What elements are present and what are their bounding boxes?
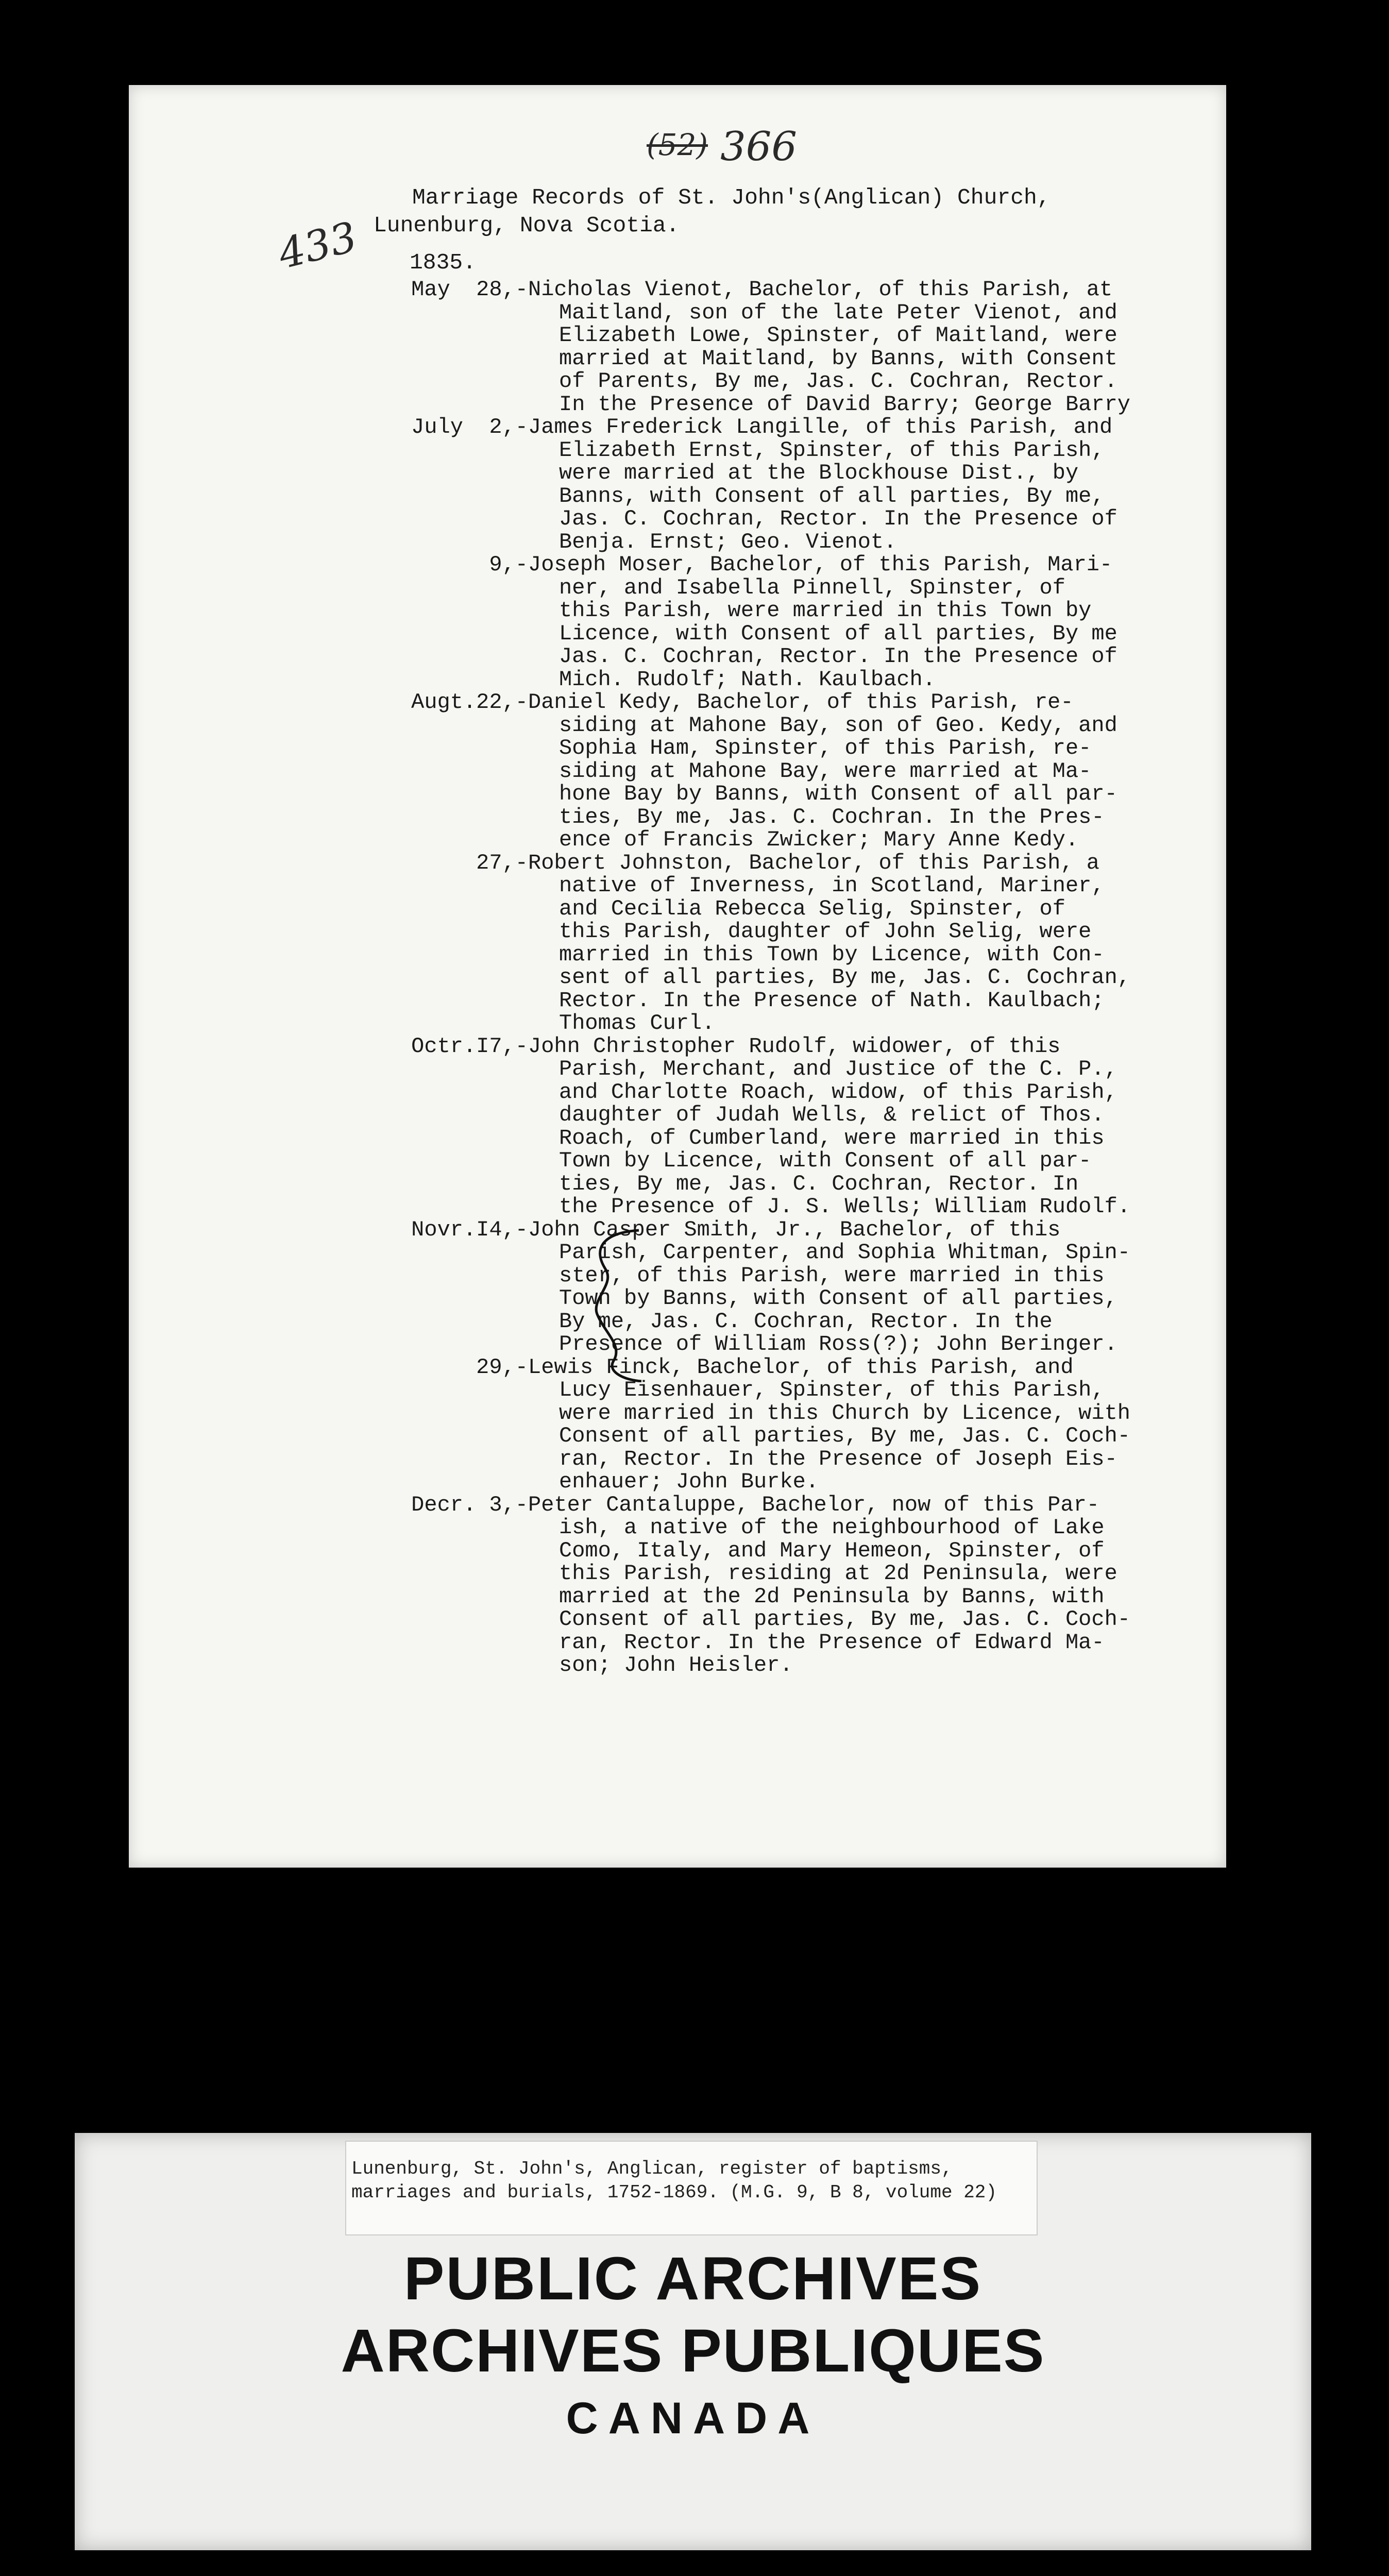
record-line: Sophia Ham, Spinster, of this Parish, re- bbox=[559, 736, 1092, 760]
record-text bbox=[129, 852, 1226, 1035]
record-line: ence of Francis Zwicker; Mary Anne Kedy. bbox=[559, 827, 1079, 852]
record-date: 29,- bbox=[476, 1354, 528, 1380]
record-date: 9,- bbox=[489, 552, 528, 577]
marriage-record bbox=[129, 1356, 1226, 1494]
handwritten-bracket-mark bbox=[582, 1228, 644, 1382]
record-text bbox=[129, 1035, 1226, 1218]
record-line: Benja. Ernst; Geo. Vienot. bbox=[559, 529, 897, 554]
marriage-records bbox=[129, 278, 1226, 1677]
record-line: ran, Rector. In the Presence of Edward Ma- bbox=[559, 1630, 1105, 1655]
record-line: siding at Mahone Bay, son of Geo. Kedy, and bbox=[559, 713, 1117, 738]
record-line: Como, Italy, and Mary Hemeon, Spinster, of bbox=[559, 1538, 1105, 1563]
record-line: daughter of Judah Wells, & relict of Thos. bbox=[559, 1103, 1105, 1127]
record-line: Mich. Rudolf; Nath. Kaulbach. bbox=[559, 667, 936, 692]
record-line: married at Maitland, by Banns, with Consent bbox=[559, 346, 1117, 371]
archives-name-french: ARCHIVES PUBLIQUES bbox=[341, 2317, 1045, 2385]
title-line-1: Marriage Records of St. John's(Anglican) Church, bbox=[412, 185, 1051, 210]
record-line: ster, of this Parish, were married in this bbox=[559, 1263, 1105, 1288]
archives-name-english: PUBLIC ARCHIVES bbox=[403, 2245, 983, 2313]
folio-current: 366 bbox=[720, 124, 797, 170]
record-line: were married at the Blockhouse Dist., by bbox=[559, 461, 1079, 485]
record-line: the Presence of J. S. Wells; William Rudolf. bbox=[559, 1194, 1130, 1219]
record-year: 1835. bbox=[410, 250, 477, 275]
record-line: By me, Jas. C. Cochran, Rector. In the bbox=[559, 1309, 1053, 1334]
record-line: James Frederick Langille, of this Parish, and bbox=[528, 415, 1113, 439]
record-line: Nicholas Vienot, Bachelor, of this Parish, at bbox=[528, 277, 1113, 302]
record-line: ish, a native of the neighbourhood of Lake bbox=[559, 1515, 1105, 1540]
record-line: Maitland, son of the late Peter Vienot, and bbox=[559, 300, 1117, 325]
record-line: Elizabeth Ernst, Spinster, of this Parish, bbox=[559, 437, 1105, 463]
record-date: Octr.I7,- bbox=[411, 1033, 528, 1059]
record-line: were married in this Church by Licence, with bbox=[559, 1400, 1130, 1426]
record-line: Lewis Finck, Bachelor, of this Parish, and bbox=[528, 1354, 1074, 1380]
record-line: ties, By me, Jas. C. Cochran. In the Pres- bbox=[559, 804, 1105, 829]
record-line: Jas. C. Cochran, Rector. In the Presence of bbox=[559, 506, 1117, 531]
source-slip bbox=[345, 2141, 1038, 2235]
record-date: May 28,- bbox=[411, 277, 528, 302]
archives-country: CANADA bbox=[566, 2394, 820, 2443]
record-line: married in this Town by Licence, with Con- bbox=[559, 942, 1105, 967]
record-line: Rector. In the Presence of Nath. Kaulbach; bbox=[559, 988, 1105, 1013]
slip-line-2: marriages and burials, 1752-1869. (M.G. 9, B 8, volume 22) bbox=[351, 2182, 997, 2203]
record-text bbox=[129, 1494, 1226, 1677]
record-date: Augt.22,- bbox=[411, 690, 528, 715]
record-line: John Casper Smith, Jr., Bachelor, of this bbox=[528, 1217, 1061, 1242]
marriage-record bbox=[129, 278, 1226, 416]
record-line: Roach, of Cumberland, were married in this bbox=[559, 1125, 1105, 1150]
marriage-record bbox=[129, 1035, 1226, 1218]
archives-label-card bbox=[75, 2133, 1311, 2550]
folio-crossed: (52) bbox=[647, 127, 708, 162]
marriage-record bbox=[129, 553, 1226, 691]
record-line: Robert Johnston, Bachelor, of this Parish, a bbox=[528, 850, 1099, 875]
record-line: enhauer; John Burke. bbox=[559, 1469, 819, 1494]
record-line: Joseph Moser, Bachelor, of this Parish, Mari- bbox=[528, 552, 1113, 577]
record-line: Consent of all parties, By me, Jas. C. Coch- bbox=[559, 1607, 1130, 1632]
record-line: ner, and Isabella Pinnell, Spinster, of bbox=[559, 575, 1065, 600]
marriage-record bbox=[129, 1494, 1226, 1677]
record-line: ran, Rector. In the Presence of Joseph Eis- bbox=[559, 1446, 1117, 1471]
record-text bbox=[129, 691, 1226, 852]
record-line: John Christopher Rudolf, widower, of this bbox=[528, 1033, 1061, 1059]
record-line: Licence, with Consent of all parties, By me bbox=[559, 621, 1117, 646]
record-line: Town by Licence, with Consent of all par- bbox=[559, 1148, 1092, 1173]
marriage-record bbox=[129, 852, 1226, 1035]
record-line: In the Presence of David Barry; George Barry bbox=[559, 392, 1130, 417]
marriage-record bbox=[129, 691, 1226, 852]
record-line: Elizabeth Lowe, Spinster, of Maitland, were bbox=[559, 323, 1117, 348]
marriage-record bbox=[129, 416, 1226, 553]
margin-note: 433 bbox=[274, 212, 362, 279]
record-line: native of Inverness, in Scotland, Mariner, bbox=[559, 873, 1105, 898]
record-line: this Parish, were married in this Town by bbox=[559, 598, 1092, 623]
record-date: Decr. 3,- bbox=[411, 1492, 528, 1517]
record-line: this Parish, daughter of John Selig, were bbox=[559, 919, 1092, 944]
title-line-2: Lunenburg, Nova Scotia. bbox=[374, 213, 680, 238]
slip-line-1: Lunenburg, St. John's, Anglican, register of baptisms, bbox=[351, 2158, 953, 2179]
record-date: July 2,- bbox=[411, 415, 528, 439]
record-line: Banns, with Consent of all parties, By me, bbox=[559, 483, 1105, 509]
record-line: this Parish, residing at 2d Peninsula, were bbox=[559, 1561, 1117, 1586]
record-line: hone Bay by Banns, with Consent of all par- bbox=[559, 782, 1117, 806]
record-line: Daniel Kedy, Bachelor, of this Parish, re- bbox=[528, 690, 1074, 715]
record-page bbox=[129, 85, 1226, 1868]
record-line: and Cecilia Rebecca Selig, Spinster, of bbox=[559, 896, 1065, 921]
record-line: and Charlotte Roach, widow, of this Parish, bbox=[559, 1079, 1117, 1105]
record-line: ties, By me, Jas. C. Cochran, Rector. In bbox=[559, 1171, 1079, 1196]
record-line: Thomas Curl. bbox=[559, 1011, 715, 1036]
record-line: Lucy Eisenhauer, Spinster, of this Parish, bbox=[559, 1378, 1105, 1402]
record-line: of Parents, By me, Jas. C. Cochran, Rector. bbox=[559, 369, 1117, 394]
record-line: Parish, Carpenter, and Sophia Whitman, Spin- bbox=[559, 1240, 1130, 1265]
record-line: Peter Cantaluppe, Bachelor, now of this Par- bbox=[528, 1492, 1099, 1517]
record-date: 27,- bbox=[476, 850, 528, 875]
record-line: siding at Mahone Bay, were married at Ma- bbox=[559, 758, 1092, 784]
record-line: son; John Heisler. bbox=[559, 1653, 793, 1677]
record-line: sent of all parties, By me, Jas. C. Cochran, bbox=[559, 965, 1130, 990]
folio-number bbox=[647, 124, 797, 170]
record-line: Presence of William Ross(?); John Beringer. bbox=[559, 1332, 1117, 1357]
record-line: Consent of all parties, By me, Jas. C. Coch- bbox=[559, 1423, 1130, 1448]
record-line: Jas. C. Cochran, Rector. In the Presence of bbox=[559, 644, 1117, 669]
record-line: married at the 2d Peninsula by Banns, with bbox=[559, 1584, 1105, 1609]
record-line: Parish, Merchant, and Justice of the C. P., bbox=[559, 1057, 1117, 1081]
record-line: Town by Banns, with Consent of all parties, bbox=[559, 1286, 1117, 1311]
document-title bbox=[374, 184, 1051, 240]
marriage-record bbox=[129, 1218, 1226, 1356]
record-date: Novr.I4,- bbox=[411, 1217, 528, 1242]
